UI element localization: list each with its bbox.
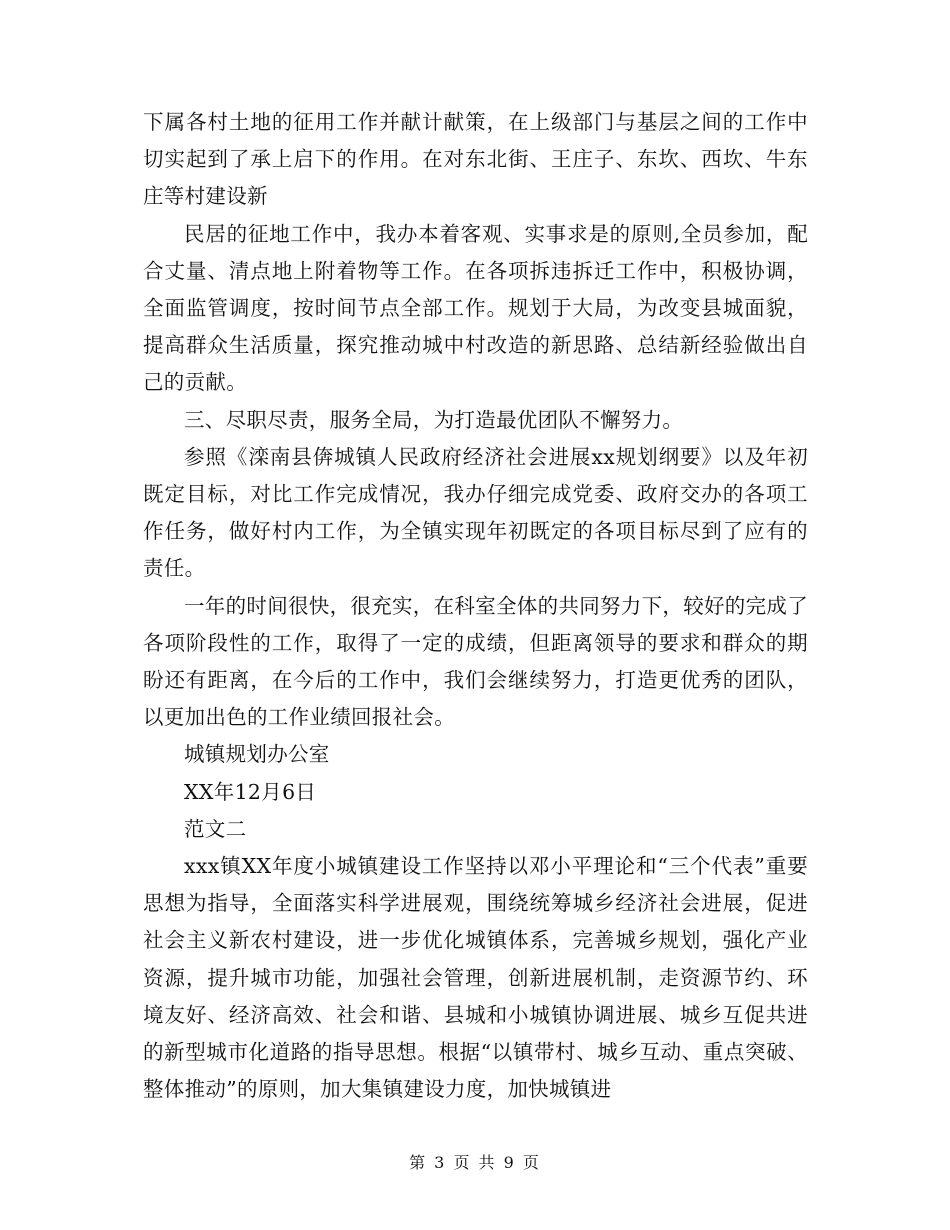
paragraph-2: 民居的征地工作中，我办本着客观、实事求是的原则,全员参加，配合丈量、清点地上附着物等工作。在各项拆违拆迁工作中，积极协调，全面监管调度，按时间节点全部工作。规划于大局，为改变县城面貌，提高群众生活质量，探究推动城中村改造的新思路、总结新经验做出自己的贡献。 xyxy=(143,221,808,395)
paragraph-5: 一年的时间很快，很充实，在科室全体的共同努力下，较好的完成了各项阶段性的工作，取得了一定的成绩，但距离领导的要求和群众的期盼还有距离，在今后的工作中，我们会继续努力，打造更优秀的团队，以更加出色的工作业绩回报社会。 xyxy=(143,593,808,730)
document-body xyxy=(143,104,808,1108)
paragraph-9: xxx镇XX年度小城镇建设工作坚持以邓小平理论和“三个代表”重要思想为指导，全面落实科学进展观，围绕统筹城乡经济社会进展，促进社会主义新农村建设，进一步优化城镇体系，完善城乡规划，强化产业资源，提升城市功能，加强社会管理，创新进展机制，走资源节约、环境友好、经济高效、社会和谐、县城和小城镇协调进展、城乡互促共进的新型城市化道路的指导思想。根据“以镇带村、城乡互动、重点突破、整体推动”的原则，加大集镇建设力度，加快城镇进 xyxy=(143,854,808,1102)
sample-heading: 范文二 xyxy=(184,816,247,841)
section-heading-3: 三、尽职尽责，服务全局，为打造最优团队不懈努力。 xyxy=(184,407,684,432)
paragraph-4: 参照《滦南县倴城镇人民政府经济社会进展xx规划纲要》以及年初既定目标，对比工作完成情况，我办仔细完成党委、政府交办的各项工作任务，做好村内工作，为全镇实现年初既定的各项目标尽到了应有的责任。 xyxy=(143,444,808,581)
signature-office: 城镇规划办公室 xyxy=(184,742,330,767)
paragraph-1: 下属各村土地的征用工作并献计献策，在上级部门与基层之间的工作中切实起到了承上启下的作用。在对东北街、王庄子、东坎、西坎、牛东庄等村建设新 xyxy=(143,110,808,209)
signature-date: XX年12月6日 xyxy=(184,779,317,804)
page-number-footer: 第 3 页 共 9 页 xyxy=(409,1153,541,1172)
